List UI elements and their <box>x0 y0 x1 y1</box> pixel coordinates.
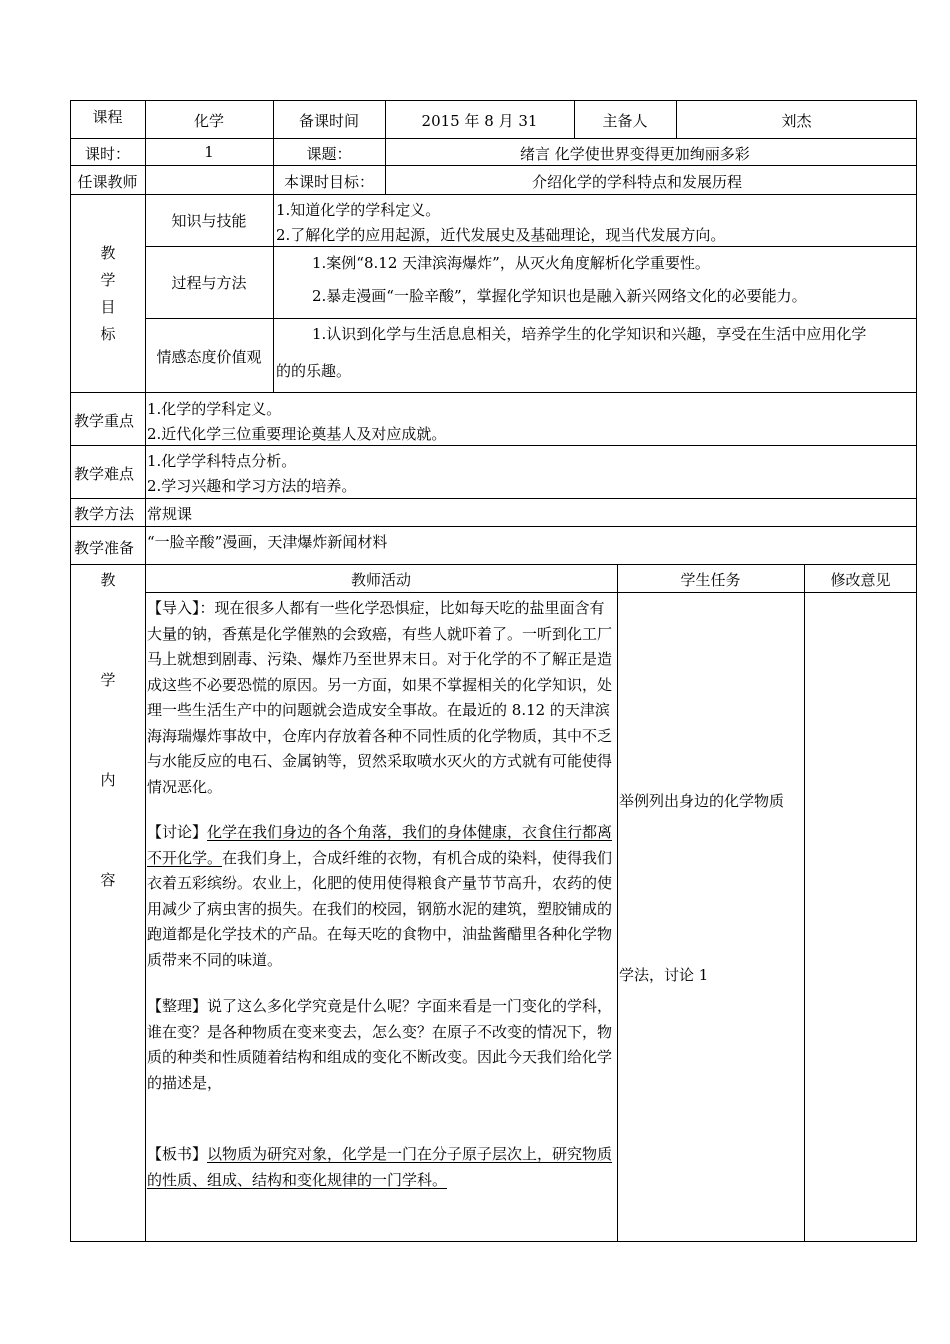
student-task: 举例列出身边的化学物质 <box>619 792 785 810</box>
discuss-text: 在我们身上，合成纤维的衣物，有机合成的染料，使得我们衣着五彩缤纷。农业上，化肥的使用使得粮食产量节节高升，农药的使用减少了病虫害的损失。在我们的校园，钢筋水泥的建筑，塑胶铺成的跑道都是化学技术的产品。在每天吃的食物中，油盐酱醋里各种化学物质带来不同的味道。 <box>147 848 613 969</box>
student-task-header: 学生任务 <box>680 571 741 589</box>
content-label-char: 容 <box>100 871 116 889</box>
teacher-label: 任课教师 <box>77 173 138 191</box>
teacher-activity-header: 教师活动 <box>350 571 411 589</box>
row-divider <box>70 526 917 527</box>
prep-time-value: 2015 年 8 月 31 <box>421 112 538 130</box>
row-divider <box>70 564 917 565</box>
intro-text: ：现在很多人都有一些化学恐惧症，比如每天吃的盐里面含有大量的钠，香蕉是化学催熟的会致癌，有些人就吓着了。一听到化工厂马上就想到剧毒、污染、爆炸乃至世界末日。对于化学的不了解正是造成这些不必要恐慌的原因。另一方面，如果不掌握相关的化学知识，处理一些生活生产中的问题就会造成安全事故。在最近的 8.12 的天津滨海海瑞爆炸事故中，仓库内存放着各种不同性质的化学物质，其中不乏与水能反应的电石、金属钠等，贸然采取喷水灭火的方式就有可能使得情况恶化。 <box>147 599 613 796</box>
row-divider <box>145 318 917 319</box>
difficulties-label: 教学难点 <box>74 465 135 483</box>
board-underlined: 以物质为研究对象，化学是一门在分子原子层次上，研究物质的性质、组成、结构和变化规律的一门学科。 <box>147 1145 613 1189</box>
course-label: 课程 <box>92 108 123 126</box>
col-divider <box>617 564 618 1242</box>
revision-header: 修改意见 <box>830 571 891 589</box>
objectives-label: 教 学 目 标 <box>100 244 116 343</box>
discuss-paragraph <box>147 820 615 973</box>
row-divider <box>70 445 917 446</box>
emotion-label: 情感态度价值观 <box>156 348 262 366</box>
preparer-value: 刘杰 <box>781 112 812 130</box>
topic-label: 课题： <box>306 145 352 163</box>
period-value: 1 <box>204 143 214 161</box>
knowledge-line: 1.知道化学的学科定义。 <box>276 201 441 219</box>
discuss-tag: 【讨论】 <box>147 823 208 841</box>
method-value: 常规课 <box>147 505 193 523</box>
summary-text: 说了这么多化学究竟是什么呢？字面来看是一门变化的学科，谁在变？是各种物质在变来变去，怎么变？在原子不改变的情况下，物质的种类和性质随着结构和组成的变化不断改变。因此今天我们给化学的描述是， <box>147 997 613 1092</box>
col-divider <box>804 564 805 1242</box>
key-point-line: 2.近代化学三位重要理论奠基人及对应成就。 <box>147 425 447 443</box>
summary-tag: 【整理】 <box>147 997 208 1015</box>
row-divider <box>70 392 917 393</box>
summary-paragraph <box>147 994 615 1096</box>
intro-paragraph <box>147 596 615 800</box>
row-divider <box>70 165 917 166</box>
prep-time-label: 备课时间 <box>298 112 359 130</box>
knowledge-line: 2.了解化学的应用起源，近代发展史及基础理论，现当代发展方向。 <box>276 226 726 244</box>
board-paragraph <box>147 1142 615 1193</box>
content-label-char: 教 <box>100 571 116 589</box>
method-label: 教学方法 <box>74 505 135 523</box>
board-tag: 【板书】 <box>147 1145 208 1163</box>
key-points-label: 教学重点 <box>74 412 135 430</box>
preparation-value: “一脸辛酸”漫画，天津爆炸新闻材料 <box>147 533 388 551</box>
emotion-line: 1.认识到化学与生活息息相关，培养学生的化学知识和兴趣，享受在生活中应用化学 <box>312 325 867 343</box>
difficulty-line: 1.化学学科特点分析。 <box>147 452 297 470</box>
row-divider <box>145 246 917 247</box>
row-divider <box>145 592 917 593</box>
col-divider <box>273 194 274 392</box>
row-divider <box>70 194 917 195</box>
process-line: 2.暴走漫画“一脸辛酸”，掌握化学知识也是融入新兴网络文化的必要能力。 <box>312 287 807 305</box>
process-label: 过程与方法 <box>171 274 247 292</box>
row-divider <box>70 498 917 499</box>
content-label-char: 学 <box>100 671 116 689</box>
period-label: 课时： <box>84 145 130 163</box>
goal-value: 介绍化学的学科特点和发展历程 <box>532 173 743 191</box>
student-task: 学法，讨论 1 <box>619 966 709 984</box>
content-label-char: 内 <box>100 771 116 789</box>
difficulty-line: 2.学习兴趣和学习方法的培养。 <box>147 477 357 495</box>
row-divider <box>70 138 917 139</box>
preparer-label: 主备人 <box>602 112 648 130</box>
emotion-line: 的的乐趣。 <box>276 362 352 380</box>
discuss-underlined: 化学在我们身边的各个角落，我们的身体健康，衣食住行都离不开化学。 <box>147 823 613 867</box>
goal-label: 本课时目标： <box>283 173 374 191</box>
knowledge-label: 知识与技能 <box>171 212 247 230</box>
topic-value: 绪言 化学使世界变得更加绚丽多彩 <box>520 145 750 163</box>
preparation-label: 教学准备 <box>74 539 135 557</box>
process-line: 1.案例“8.12 天津滨海爆炸”，从灭火角度解析化学重要性。 <box>312 254 710 272</box>
course-value: 化学 <box>193 112 224 130</box>
key-point-line: 1.化学的学科定义。 <box>147 400 282 418</box>
intro-tag: 【导入】 <box>147 599 200 617</box>
